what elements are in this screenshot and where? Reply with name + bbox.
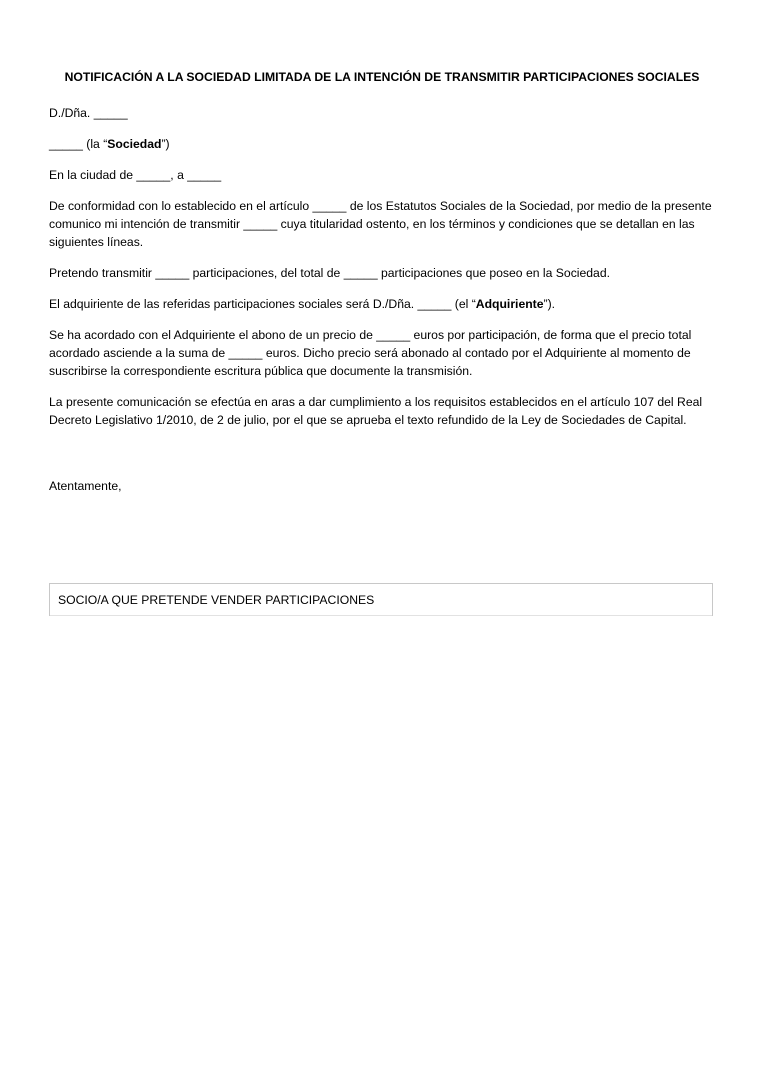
closing-salutation: Atentamente, [49,479,122,493]
acquirer-defined-term: Adquiriente [475,297,544,311]
company-prefix: _____ (la “ [49,137,108,151]
acquirer-prefix: El adquiriente de las referidas participaciones sociales será D./Dña. _____ (el “ [49,297,476,311]
paragraph-price: Se ha acordado con el Adquiriente el abono de un precio de _____ euros por participación, de forma que el precio total acordado asciende a la suma de _____ euros. Dicho precio será abonado al contado por el Adquiriente al momento de suscribirse la correspondiente escritura pública que documente la transmisión. [49,328,692,378]
company-line [49,135,715,153]
acquirer-suffix: ”). [543,297,556,311]
city-date-line: En la ciudad de _____, a _____ [49,168,222,182]
document-title: NOTIFICACIÓN A LA SOCIEDAD LIMITADA DE LA INTENCIÓN DE TRANSMITIR PARTICIPACIONES SOCIALES [64,70,700,84]
paragraph-shares-count: Pretendo transmitir _____ participaciones, del total de _____ participaciones que poseo en la Sociedad. [49,266,610,280]
document-page [49,0,715,616]
signature-label: SOCIO/A QUE PRETENDE VENDER PARTICIPACIONES [58,593,375,607]
addressee-line: D./Dña. _____ [49,106,128,120]
paragraph-statutes: De conformidad con lo establecido en el artículo _____ de los Estatutos Sociales de la Sociedad, por medio de la presente comunico mi intención de transmitir _____ cuya titularidad ostento, en los términos y condiciones que se detallan en las siguientes líneas. [49,199,712,249]
paragraph-legal-basis: La presente comunicación se efectúa en aras a dar cumplimiento a los requisitos establecidos en el artículo 107 del Real Decreto Legislativo 1/2010, de 2 de julio, por el que se aprueba el texto refundido de la Ley de Sociedades de Capital. [49,395,703,427]
signature-box [49,583,713,616]
company-defined-term: Sociedad [107,137,162,151]
paragraph-acquirer [49,295,715,313]
company-suffix: ”) [161,137,170,151]
